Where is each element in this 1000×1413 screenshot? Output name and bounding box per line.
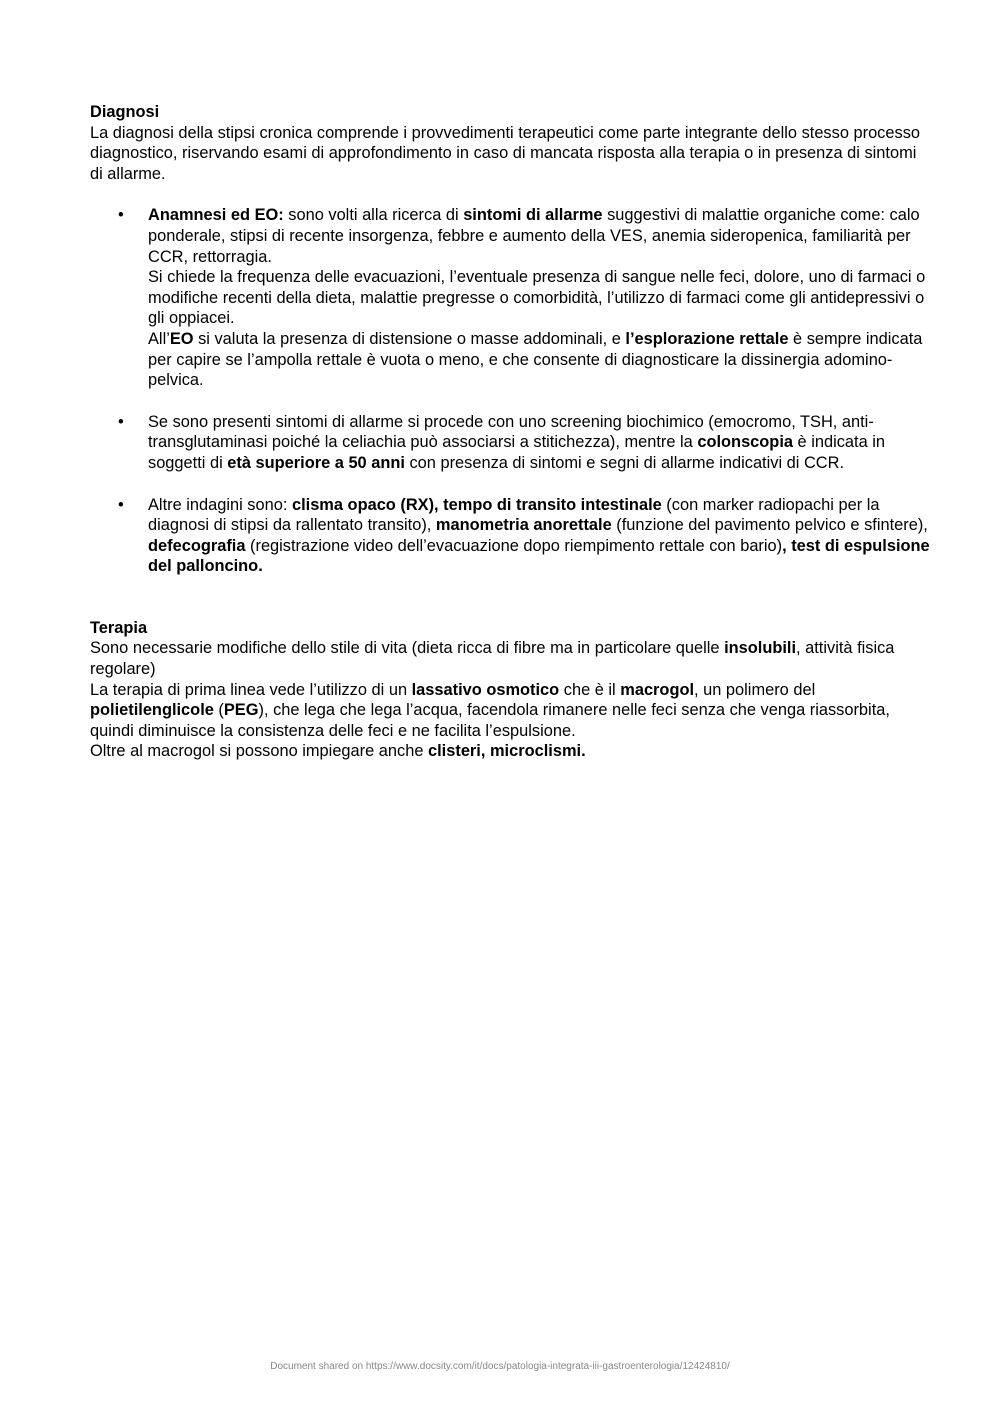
list-item bbox=[90, 412, 930, 474]
list-item-text: Se sono presenti sintomi di allarme si procede con uno screening biochimico (emocromo, TSH, anti-transglutaminasi poiché la celiachia può associarsi a stitichezza), mentre la colonscopia è indicata in soggetti di età superiore a 50 anni con presenza di sintomi e segni di allarme indicativi di CCR. bbox=[148, 412, 886, 472]
list-item-text: Si chiede la frequenza delle evacuazioni, l’eventuale presenza di sangue nelle feci, dolore, uno di farmaci o modifiche recenti della dieta, malattie pregresse o comorbidità, l’utilizzo di farmaci come gli antidepressivi o gli oppiacei. bbox=[148, 268, 926, 328]
list-item-text: Anamnesi ed EO: sono volti alla ricerca di sintomi di allarme suggestivi di malattie organiche come: calo ponderale, stipsi di recente insorgenza, febbre e aumento della VES, anemia sideropenica, familiarità per CCR, rettorragia. bbox=[148, 206, 920, 266]
terapia-paragraph: La terapia di prima linea vede l’utilizzo di un lassativo osmotico che è il macrogol, un polimero del polietilenglicole (PEG), che lega che lega l’acqua, facendola rimanere nelle feci senza che venga riassorbita, quindi diminuisce la consistenza delle feci e ne facilita l’espulsione. bbox=[90, 680, 890, 740]
list-item-text: Altre indagini sono: clisma opaco (RX), tempo di transito intestinale (con marker radiopachi per la diagnosi di stipsi da rallentato transito), manometria anorettale (funzione del pavimento pelvico e sfintere), defecografia (registrazione video dell’evacuazione dopo riempimento rettale con bario), test di espulsione del palloncino. bbox=[148, 495, 930, 576]
section-heading-terapia: Terapia bbox=[90, 618, 148, 637]
bullet-icon: • bbox=[118, 206, 124, 225]
document-page bbox=[90, 102, 930, 762]
list-item bbox=[90, 205, 930, 390]
bullet-icon: • bbox=[118, 495, 124, 514]
diagnosi-list bbox=[90, 205, 930, 577]
list-item-text: All’EO si valuta la presenza di distensione o masse addominali, e l’esplorazione rettale è sempre indicata per capire se l’ampolla rettale è vuota o meno, e che consente di diagnosticare la dissinergia adomino-pelvica. bbox=[148, 329, 923, 390]
page-footer: Document shared on https://www.docsity.com/it/docs/patologia-integrata-iii-gastroenterologia/12424810/ bbox=[270, 1361, 730, 1372]
section-heading-diagnosi: Diagnosi bbox=[90, 103, 160, 121]
terapia-paragraph: Oltre al macrogol si possono impiegare anche clisteri, microclismi. bbox=[90, 742, 586, 761]
diagnosi-intro: La diagnosi della stipsi cronica comprende i provvedimenti terapeutici come parte integrante dello stesso processo diagnostico, riservando esami di approfondimento in caso di mancata risposta alla terapia o in presenza di sintomi di allarme. bbox=[90, 123, 921, 183]
terapia-paragraph: Sono necessarie modifiche dello stile di vita (dieta ricca di fibre ma in particolare quelle insolubili, attività fisica regolare) bbox=[90, 639, 895, 679]
bullet-icon: • bbox=[118, 412, 124, 431]
list-item bbox=[90, 495, 930, 577]
